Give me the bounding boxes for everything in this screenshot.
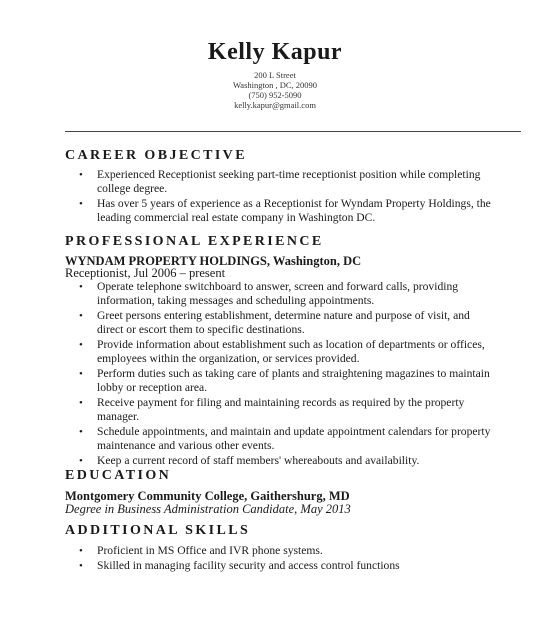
- school-line: Montgomery Community College, Gaithershurg, MD: [65, 489, 350, 503]
- bullet-icon: •: [79, 397, 83, 409]
- list-item-text: Keep a current record of staff members' whereabouts and availability.: [97, 454, 420, 467]
- experience-list: [65, 280, 495, 469]
- list-item-text: Skilled in managing facility security and access control functions: [97, 559, 400, 572]
- role-line: Receptionist, Jul 2006 – present: [65, 266, 226, 280]
- career-objective-heading: CAREER OBJECTIVE: [65, 148, 247, 163]
- list-item-text: Proficient in MS Office and IVR phone systems.: [97, 544, 323, 557]
- candidate-name: Kelly Kapur: [207, 39, 343, 65]
- city-line: Washington , DC, 20090: [232, 80, 318, 90]
- list-item-text: Experienced Receptionist seeking part-time receptionist position while completing college degree.: [97, 168, 481, 195]
- list-item: [65, 425, 495, 453]
- list-item: [65, 559, 495, 573]
- experience-heading: PROFESSIONAL EXPERIENCE: [65, 234, 324, 249]
- degree-line: Degree in Business Administration Candidate, May 2013: [65, 502, 351, 516]
- company-line: WYNDAM PROPERTY HOLDINGS, Washington, DC: [65, 254, 362, 268]
- list-item: [65, 280, 495, 308]
- education-heading: EDUCATION: [65, 468, 172, 483]
- list-item: [65, 309, 495, 337]
- list-item: [65, 168, 495, 196]
- list-item-text: Receive payment for filing and maintaining records as required by the property manager.: [97, 396, 465, 423]
- career-objective-list: [65, 168, 495, 226]
- address-line: 200 L Street: [254, 70, 296, 80]
- list-item-text: Schedule appointments, and maintain and update appointment calendars for property maintenance and various other events.: [97, 425, 491, 452]
- header-divider: [65, 131, 521, 132]
- bullet-icon: •: [79, 560, 83, 572]
- list-item: [65, 454, 495, 468]
- email-line: kelly.kapur@gmail.com: [234, 100, 316, 110]
- skills-heading: ADDITIONAL SKILLS: [65, 523, 251, 538]
- bullet-icon: •: [79, 368, 83, 380]
- bullet-icon: •: [79, 281, 83, 293]
- bullet-icon: •: [79, 426, 83, 438]
- bullet-icon: •: [79, 339, 83, 351]
- list-item: [65, 197, 495, 225]
- list-item-text: Operate telephone switchboard to answer, screen and forward calls, providing information, taking messages and scheduling appointments.: [97, 280, 459, 307]
- list-item: [65, 367, 495, 395]
- list-item-text: Greet persons entering establishment, determine nature and purpose of visit, and direct or escort them to specific destinations.: [97, 309, 470, 336]
- list-item-text: Perform duties such as taking care of plants and straightening magazines to maintain lobby or reception area.: [97, 367, 490, 394]
- list-item: [65, 396, 495, 424]
- bullet-icon: •: [79, 198, 83, 210]
- list-item: [65, 338, 495, 366]
- list-item-text: Provide information about establishment such as location of departments or offices, employees within the organization, or services provided.: [97, 338, 485, 365]
- bullet-icon: •: [79, 169, 83, 181]
- list-item: [65, 544, 495, 558]
- skills-list: [65, 544, 495, 574]
- bullet-icon: •: [79, 310, 83, 322]
- bullet-icon: •: [79, 545, 83, 557]
- bullet-icon: •: [79, 455, 83, 467]
- list-item-text: Has over 5 years of experience as a Receptionist for Wyndam Property Holdings, the leading commercial real estate company in Washington DC.: [97, 197, 491, 224]
- phone-line: (750) 952-5090: [248, 90, 302, 100]
